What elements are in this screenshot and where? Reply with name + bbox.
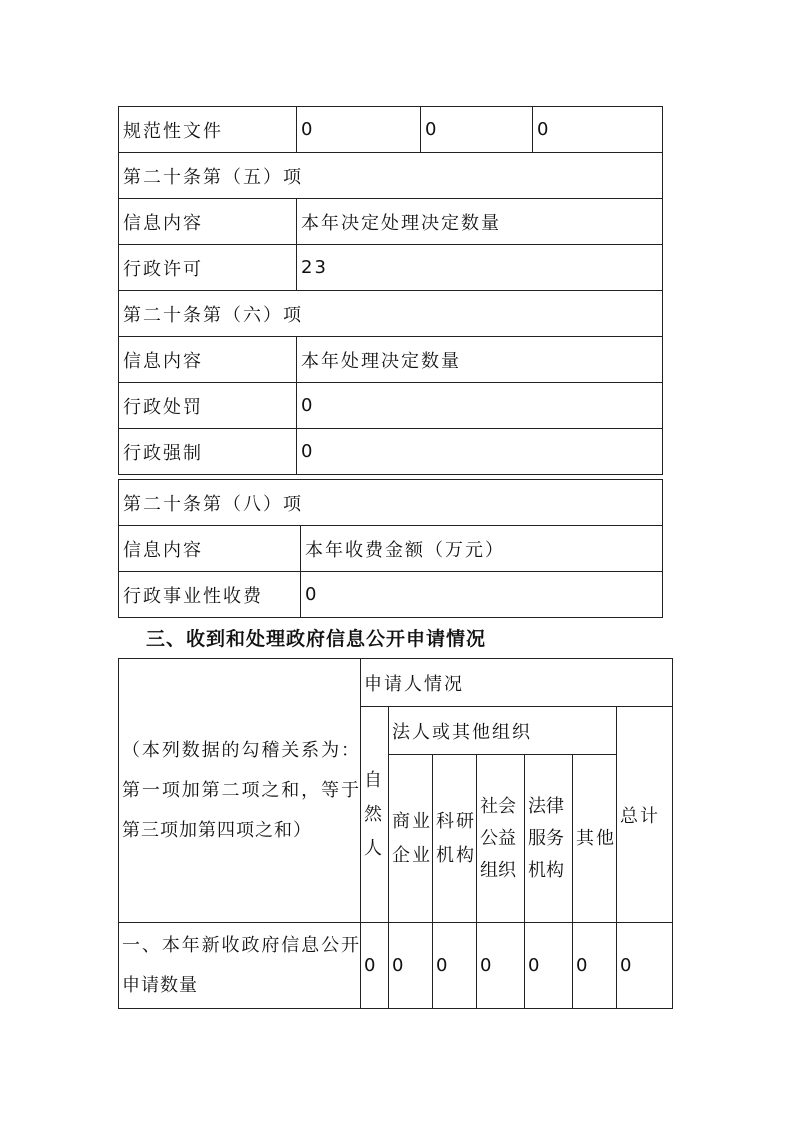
cell-value: 0 [533, 107, 663, 153]
row-info-header [119, 526, 663, 572]
other-heading: 其他 [573, 755, 617, 923]
cell-value: 本年处理决定数量 [297, 337, 663, 383]
cell-value: 0 [297, 107, 421, 153]
cell-value: 0 [477, 923, 525, 1009]
cell-label: 一、本年新收政府信息公开申请数量 [119, 923, 361, 1009]
section-heading: 第二十条第（八）项 [119, 480, 663, 526]
row-section-6 [119, 291, 663, 337]
row-normative-docs [119, 107, 663, 153]
social-heading: 社会公益组织 [477, 755, 525, 923]
legal-service-heading: 法律服务机构 [525, 755, 573, 923]
cell-value: 0 [301, 572, 663, 618]
disclosure-table-upper [118, 106, 663, 475]
cell-label: 行政强制 [119, 429, 297, 475]
cell-label: 行政处罚 [119, 383, 297, 429]
cell-value: 23 [297, 245, 663, 291]
cell-value: 0 [573, 923, 617, 1009]
row-info-header [119, 337, 663, 383]
legal-group-heading: 法人或其他组织 [389, 707, 617, 755]
row-admin-enforcement [119, 429, 663, 475]
row-section-5 [119, 153, 663, 199]
cell-label: 行政许可 [119, 245, 297, 291]
cell-value: 0 [297, 383, 663, 429]
application-table [118, 658, 673, 1009]
cell-label: 规范性文件 [119, 107, 297, 153]
cell-value: 本年收费金额（万元） [301, 526, 663, 572]
research-heading: 科研机构 [433, 755, 477, 923]
cell-value: 0 [297, 429, 663, 475]
section-heading: 第二十条第（五）项 [119, 153, 663, 199]
cell-label: 信息内容 [119, 337, 297, 383]
cell-value: 0 [617, 923, 673, 1009]
row-admin-penalty [119, 383, 663, 429]
cell-value: 0 [433, 923, 477, 1009]
row-admin-license [119, 245, 663, 291]
section-title: 三、收到和处理政府信息公开申请情况 [146, 628, 487, 650]
disclosure-table-fee [118, 479, 663, 618]
cell-value: 0 [361, 923, 389, 1009]
applicant-heading: 申请人情况 [361, 659, 673, 707]
row-applicant-header [119, 659, 673, 707]
cell-label: 行政事业性收费 [119, 572, 301, 618]
cell-value: 本年决定处理决定数量 [297, 199, 663, 245]
row-info-header [119, 199, 663, 245]
natural-person-heading: 自然人 [361, 707, 389, 923]
cell-value: 0 [389, 923, 433, 1009]
total-heading: 总计 [617, 707, 673, 923]
cell-label: 信息内容 [119, 526, 301, 572]
business-heading: 商业企业 [389, 755, 433, 923]
row-section-8 [119, 480, 663, 526]
cell-value: 0 [421, 107, 533, 153]
row-admin-fee [119, 572, 663, 618]
row-new-applications [119, 923, 673, 1009]
cell-label: 信息内容 [119, 199, 297, 245]
note-cell: （本列数据的勾稽关系为：第一项加第二项之和，等于第三项加第四项之和） [119, 659, 361, 923]
section-heading: 第二十条第（六）项 [119, 291, 663, 337]
cell-value: 0 [525, 923, 573, 1009]
